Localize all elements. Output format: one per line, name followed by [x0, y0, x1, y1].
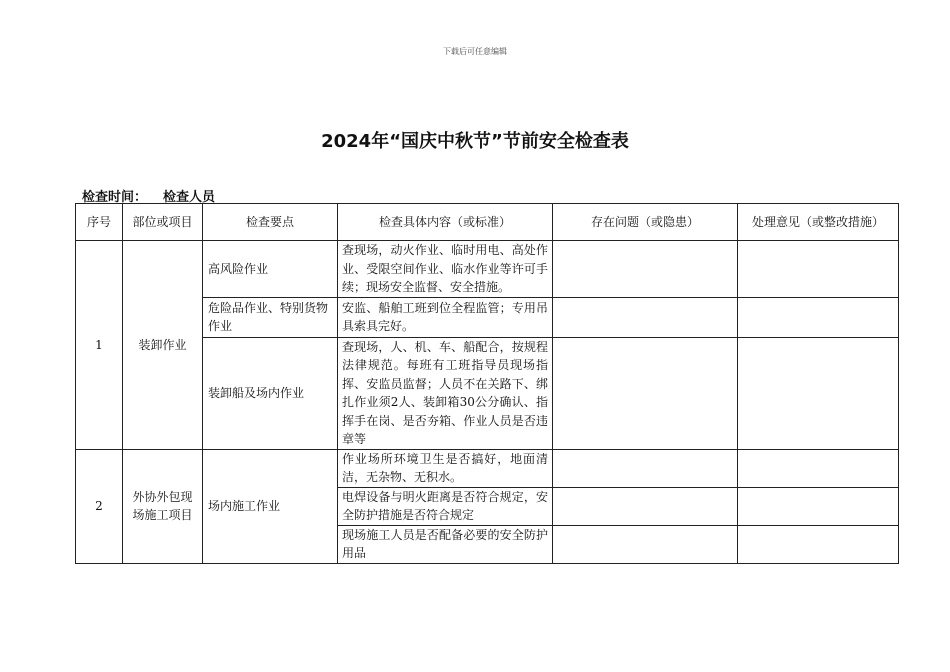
header-content: 检查具体内容（或标准） — [338, 204, 553, 241]
inspection-time-label: 检查时间： — [82, 190, 148, 205]
check-point: 装卸船及场内作业 — [203, 337, 338, 449]
issue-cell[interactable] — [553, 297, 738, 337]
action-cell[interactable] — [738, 241, 899, 298]
action-cell[interactable] — [738, 525, 899, 563]
check-content: 现场施工人员是否配备必要的安全防护用品 — [338, 525, 553, 563]
header-point: 检查要点 — [203, 204, 338, 241]
header-part: 部位或项目 — [123, 204, 203, 241]
inspector-label: 检查人员 — [163, 190, 216, 205]
row-part: 外协外包现场施工项目 — [123, 449, 203, 563]
issue-cell[interactable] — [553, 525, 738, 563]
check-point: 危险品作业、特别货物作业 — [203, 297, 338, 337]
check-point: 高风险作业 — [203, 241, 338, 298]
row-number: 2 — [76, 449, 123, 563]
header-issue: 存在问题（或隐患） — [553, 204, 738, 241]
table-row — [76, 241, 899, 298]
action-cell[interactable] — [738, 337, 899, 449]
check-point: 场内施工作业 — [203, 449, 338, 563]
table-header-row — [76, 204, 899, 241]
check-content: 安监、船舶工班到位全程监管；专用吊具索具完好。 — [338, 297, 553, 337]
check-content: 作业场所环境卫生是否搞好，地面清洁，无杂物、无积水。 — [338, 449, 553, 487]
header-action: 处理意见（或整改措施） — [738, 204, 899, 241]
action-cell[interactable] — [738, 449, 899, 487]
action-cell[interactable] — [738, 487, 899, 525]
row-number: 1 — [76, 241, 123, 450]
issue-cell[interactable] — [553, 449, 738, 487]
header-no: 序号 — [76, 204, 123, 241]
issue-cell[interactable] — [553, 241, 738, 298]
table-row — [76, 449, 899, 487]
inspection-table — [75, 203, 899, 564]
watermark-text: 下载后可任意编辑 — [443, 47, 507, 56]
action-cell[interactable] — [738, 297, 899, 337]
row-part: 装卸作业 — [123, 241, 203, 450]
issue-cell[interactable] — [553, 487, 738, 525]
issue-cell[interactable] — [553, 337, 738, 449]
check-content: 查现场，人、机、车、船配合，按规程法律规范。每班有工班指导员现场指挥、安监员监督；人员不在关路下、绑扎作业须2人、装卸箱30公分确认、指挥手在岗、是否夯箱、作业人员是否违章等 — [338, 337, 553, 449]
check-content: 电焊设备与明火距离是否符合规定，安全防护措施是否符合规定 — [338, 487, 553, 525]
page-title: 2024年“国庆中秋节”节前安全检查表 — [321, 131, 629, 152]
check-content: 查现场，动火作业、临时用电、高处作业、受限空间作业、临水作业等许可手续；现场安全监督、安全措施。 — [338, 241, 553, 298]
